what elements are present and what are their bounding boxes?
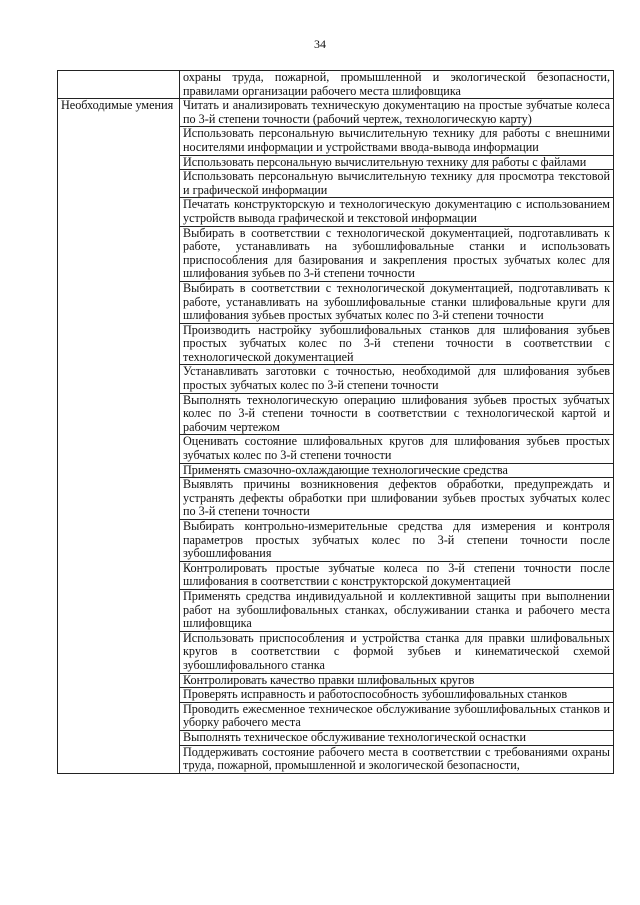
section-label: Необходимые умения (58, 99, 180, 774)
skill-item: Выбирать в соответствии с технологической документацией, подготавливать к работе, устанавливать на зубошлифовальные станки шлифовальные круги для шлифования зубьев простых зубчатых колес по 3-й степени точности (180, 281, 614, 323)
skill-item: Контролировать качество правки шлифовальных кругов (180, 673, 614, 688)
table-row (58, 71, 614, 99)
skill-item: Использовать персональную вычислительную технику для работы с внешними носителями информации и устройствами ввода-вывода информации (180, 127, 614, 155)
empty-label-cell (58, 71, 180, 99)
skill-item: Оценивать состояние шлифовальных кругов для шлифования зубьев простых зубчатых колес по 3-й степени точности (180, 435, 614, 463)
skill-item: Выполнять технологическую операцию шлифования зубьев простых зубчатых колес по 3-й степени точности в соответствии с технологической картой и рабочим чертежом (180, 393, 614, 435)
skill-item: Выбирать контрольно-измерительные средства для измерения и контроля параметров простых зубчатых колес по 3-й степени точности после зубошлифования (180, 520, 614, 562)
skill-item: Производить настройку зубошлифовальных станков для шлифования зубьев простых зубчатых колес по 3-й степени точности в соответствии с технологической документацией (180, 323, 614, 365)
continued-text-cell: охраны труда, пожарной, промышленной и экологической безопасности, правилами организации рабочего места шлифовщика (180, 71, 614, 99)
table-row (58, 99, 614, 127)
skill-item: Использовать персональную вычислительную технику для работы с файлами (180, 155, 614, 170)
skill-item: Использовать приспособления и устройства станка для правки шлифовальных кругов в соответствии с формой зубьев и кинематической схемой зубошлифовального станка (180, 631, 614, 673)
skills-table (57, 70, 614, 774)
skill-item: Применять смазочно-охлаждающие технологические средства (180, 463, 614, 478)
skill-item: Выполнять техническое обслуживание технологической оснастки (180, 730, 614, 745)
skill-item: Контролировать простые зубчатые колеса по 3-й степени точности после шлифования в соответствии с конструкторской документацией (180, 561, 614, 589)
skill-item: Проводить ежесменное техническое обслуживание зубошлифовальных станков и уборку рабочего места (180, 702, 614, 730)
skill-item: Читать и анализировать техническую документацию на простые зубчатые колеса по 3-й степени точности (рабочий чертеж, технологическую карту) (180, 99, 614, 127)
skill-item: Проверять исправность и работоспособность зубошлифовальных станков (180, 688, 614, 703)
skill-item: Устанавливать заготовки с точностью, необходимой для шлифования зубьев простых зубчатых колес по 3-й степени точности (180, 365, 614, 393)
page-number: 34 (314, 37, 326, 51)
skill-item: Применять средства индивидуальной и коллективной защиты при выполнении работ на зубошлифовальных станках, обслуживании станка и рабочего места шлифовщика (180, 589, 614, 631)
skill-item: Выбирать в соответствии с технологической документацией, подготавливать к работе, устанавливать на зубошлифовальные станки и использовать приспособления для базирования и закрепления простых зубчатых колес для шлифования зубьев по 3-й степени точности (180, 226, 614, 281)
skill-item: Использовать персональную вычислительную технику для просмотра текстовой и графической информации (180, 170, 614, 198)
skill-item: Печатать конструкторскую и технологическую документацию с использованием устройств вывода графической и текстовой информации (180, 198, 614, 226)
skill-item: Выявлять причины возникновения дефектов обработки, предупреждать и устранять дефекты обработки при шлифовании зубьев простых зубчатых колес по 3-й степени точности (180, 478, 614, 520)
skill-item: Поддерживать состояние рабочего места в соответствии с требованиями охраны труда, пожарной, промышленной и экологической безопасности, (180, 745, 614, 773)
